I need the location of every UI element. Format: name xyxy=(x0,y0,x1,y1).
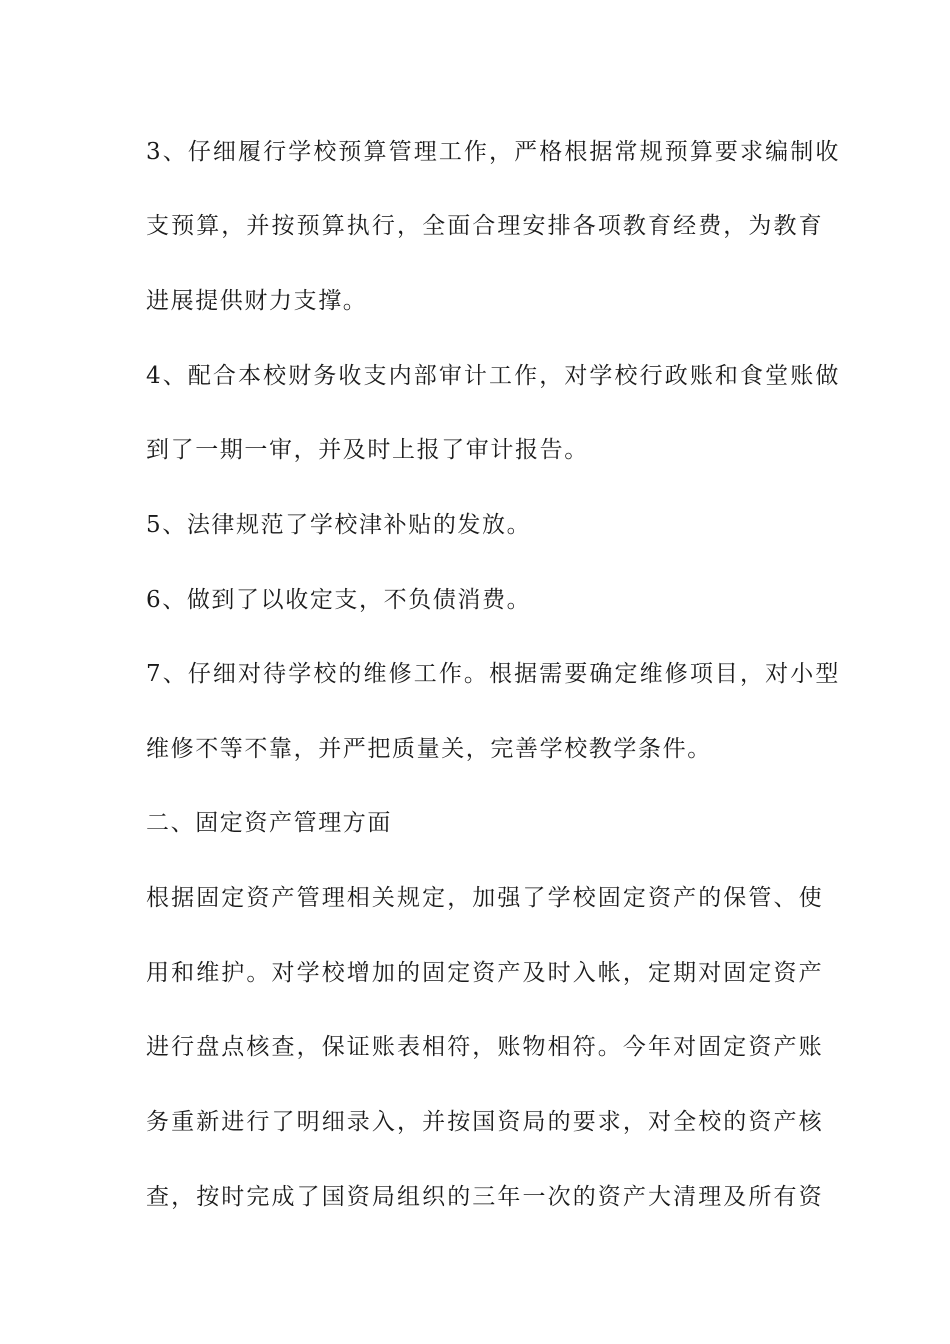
text-line-12: 用和维护。对学校增加的固定资产及时入帐，定期对固定资产 xyxy=(146,960,824,986)
section-heading: 二、固定资产管理方面 xyxy=(146,810,392,836)
text-line-8: 7、仔细对待学校的维修工作。根据需要确定维修项目，对小型 xyxy=(146,661,841,687)
text-line-14: 务重新进行了明细录入，并按国资局的要求，对全校的资产核 xyxy=(146,1109,824,1135)
text-line-1: 3、仔细履行学校预算管理工作，严格根据常规预算要求编制收 xyxy=(146,139,841,165)
text-line-2: 支预算，并按预算执行，全面合理安排各项教育经费，为教育 xyxy=(146,213,824,239)
text-line-4: 4、配合本校财务收支内部审计工作，对学校行政账和食堂账做 xyxy=(146,363,841,389)
text-line-11: 根据固定资产管理相关规定，加强了学校固定资产的保管、使 xyxy=(146,885,824,911)
text-line-5: 到了一期一审，并及时上报了审计报告。 xyxy=(146,437,589,463)
text-line-3: 进展提供财力支撑。 xyxy=(146,288,368,314)
text-line-6: 5、法律规范了学校津补贴的发放。 xyxy=(146,512,532,538)
text-line-13: 进行盘点核查，保证账表相符，账物相符。今年对固定资产账 xyxy=(146,1034,824,1060)
text-line-9: 维修不等不靠，并严把质量关，完善学校教学条件。 xyxy=(146,736,712,762)
text-line-15: 查，按时完成了国资局组织的三年一次的资产大清理及所有资 xyxy=(146,1184,824,1210)
text-line-7: 6、做到了以收定支，不负债消费。 xyxy=(146,587,532,613)
